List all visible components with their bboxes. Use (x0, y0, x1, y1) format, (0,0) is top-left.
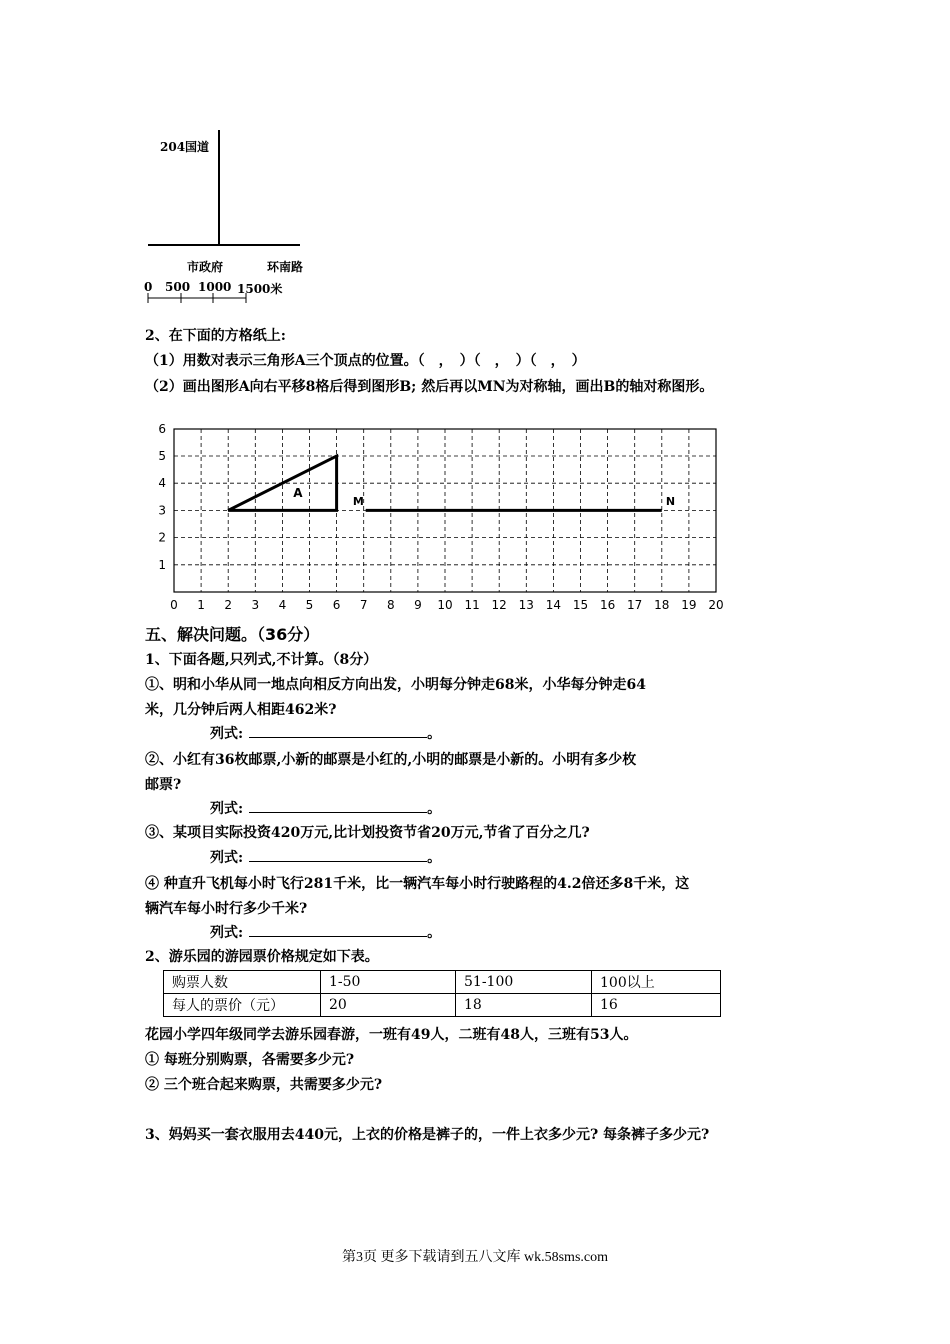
x-tick-label: 20 (708, 598, 724, 612)
q4-answer-blank[interactable] (249, 922, 427, 937)
q2-item1: （1）用数对表示三角形A三个顶点的位置。（ ， ）（ ， ）（ ， ） (145, 353, 586, 369)
q1-line1: ①、明和小华从同一地点向相反方向出发，小明每分钟走68米，小华每分钟走64 (145, 677, 646, 693)
q2-title: 2、在下面的方格纸上: (145, 328, 286, 344)
y-tick-label: 4 (158, 476, 166, 491)
road-204-label: 204国道 (160, 140, 210, 154)
q2-item2: （2）画出图形A向右平移8格后得到图形B; 然后再以MN为对称轴，画出B的轴对称图形。 (145, 379, 714, 395)
part2-q2: ② 三个班合起来购票，共需要多少元? (145, 1077, 383, 1093)
table-cell: 1-50 (321, 971, 456, 994)
y-tick-labels (158, 422, 166, 572)
q2-line2: 邮票? (145, 777, 182, 793)
table-cell: 20 (321, 994, 456, 1017)
ticket-price-table (163, 970, 721, 1017)
x-tick-label: 0 (170, 598, 178, 612)
formula-label: 列式: (210, 801, 244, 817)
grid-figure (0, 415, 950, 620)
formula-label: 列式: (210, 850, 244, 866)
table-cell: 18 (456, 994, 592, 1017)
scale-label-0: 0 (144, 280, 153, 294)
scale-label-1000: 1000 (198, 280, 232, 294)
map-sketch (0, 0, 950, 320)
y-tick-label: 3 (158, 503, 166, 518)
table-row (164, 994, 721, 1017)
q4-line2: 辆汽车每小时行多少千米? (145, 901, 308, 917)
city-hall-label: 市政府 (187, 260, 224, 274)
q4-line1: ④ 种直升飞机每小时飞行281千米，比一辆汽车每小时行驶路程的4.2倍还多8千米，这 (145, 876, 690, 892)
x-tick-label: 2 (224, 598, 233, 612)
q2-formula: 列式: 。 (210, 798, 441, 820)
x-tick-label: 14 (545, 598, 562, 612)
y-tick-label: 1 (158, 557, 166, 572)
page-footer: 第3页 更多下载请到五八文库 wk.58sms.com (342, 1250, 608, 1265)
scale-label-500: 500 (165, 280, 191, 294)
x-tick-label: 13 (518, 598, 534, 612)
x-tick-labels (170, 598, 723, 612)
x-tick-label: 16 (599, 598, 616, 612)
table-cell: 16 (592, 994, 721, 1017)
part2-q1: ① 每班分别购票，各需要多少元? (145, 1052, 355, 1068)
x-tick-label: 18 (654, 598, 670, 612)
x-tick-label: 6 (332, 598, 341, 612)
x-tick-label: 17 (627, 598, 643, 612)
scale-label-1500: 1500米 (237, 282, 283, 296)
x-tick-label: 8 (386, 598, 395, 612)
x-tick-label: 11 (464, 598, 480, 612)
table-cell: 每人的票价（元） (164, 994, 321, 1017)
x-tick-label: 1 (197, 598, 205, 612)
triangle-a-label: A (293, 485, 303, 500)
y-tick-label: 6 (158, 421, 166, 436)
part3-text: 3、妈妈买一套衣服用去440元，上衣的价格是裤子的，一件上衣多少元? 每条裤子多少元? (145, 1127, 710, 1143)
formula-label: 列式: (210, 925, 244, 941)
table-row (164, 971, 721, 994)
table-cell: 51-100 (456, 971, 592, 994)
x-tick-label: 7 (359, 598, 368, 612)
y-tick-label: 2 (158, 530, 166, 545)
part1-title: 1、下面各题,只列式,不计算。（8分） (145, 652, 378, 668)
q3-formula: 列式: 。 (210, 847, 441, 869)
x-tick-label: 9 (414, 598, 422, 612)
q3-answer-blank[interactable] (249, 847, 427, 862)
table-cell: 100以上 (592, 971, 721, 994)
q4-formula: 列式: 。 (210, 922, 441, 944)
q2-answer-blank[interactable] (249, 798, 427, 813)
x-tick-label: 4 (278, 598, 287, 612)
x-tick-label: 3 (251, 598, 260, 612)
q3-line1: ③、某项目实际投资420万元,比计划投资节省20万元,节省了百分之几? (145, 825, 590, 841)
n-label: N (665, 494, 676, 508)
x-tick-label: 10 (437, 598, 453, 612)
x-tick-label: 5 (305, 598, 314, 612)
q1-answer-blank[interactable] (249, 723, 427, 738)
y-tick-label: 5 (158, 449, 166, 463)
part2-title: 2、游乐园的游园票价格规定如下表。 (145, 949, 379, 965)
ring-road-label: 环南路 (267, 260, 304, 274)
q1-line2: 米，几分钟后两人相距462米? (145, 702, 337, 718)
q2-line1: ②、小红有36枚邮票,小新的邮票是小红的,小明的邮票是小新的。小明有多少枚 (145, 752, 637, 768)
x-tick-label: 12 (491, 598, 507, 612)
section5-heading: 五、解决问题。（36分） (145, 625, 320, 644)
table-cell: 购票人数 (164, 971, 321, 994)
formula-label: 列式: (210, 726, 244, 742)
q1-formula: 列式: 。 (210, 723, 441, 745)
x-tick-label: 19 (681, 598, 697, 612)
part2-text: 花园小学四年级同学去游乐园春游，一班有49人，二班有48人，三班有53人。 (145, 1027, 638, 1043)
x-tick-label: 15 (572, 598, 589, 612)
m-label: M (352, 494, 364, 508)
